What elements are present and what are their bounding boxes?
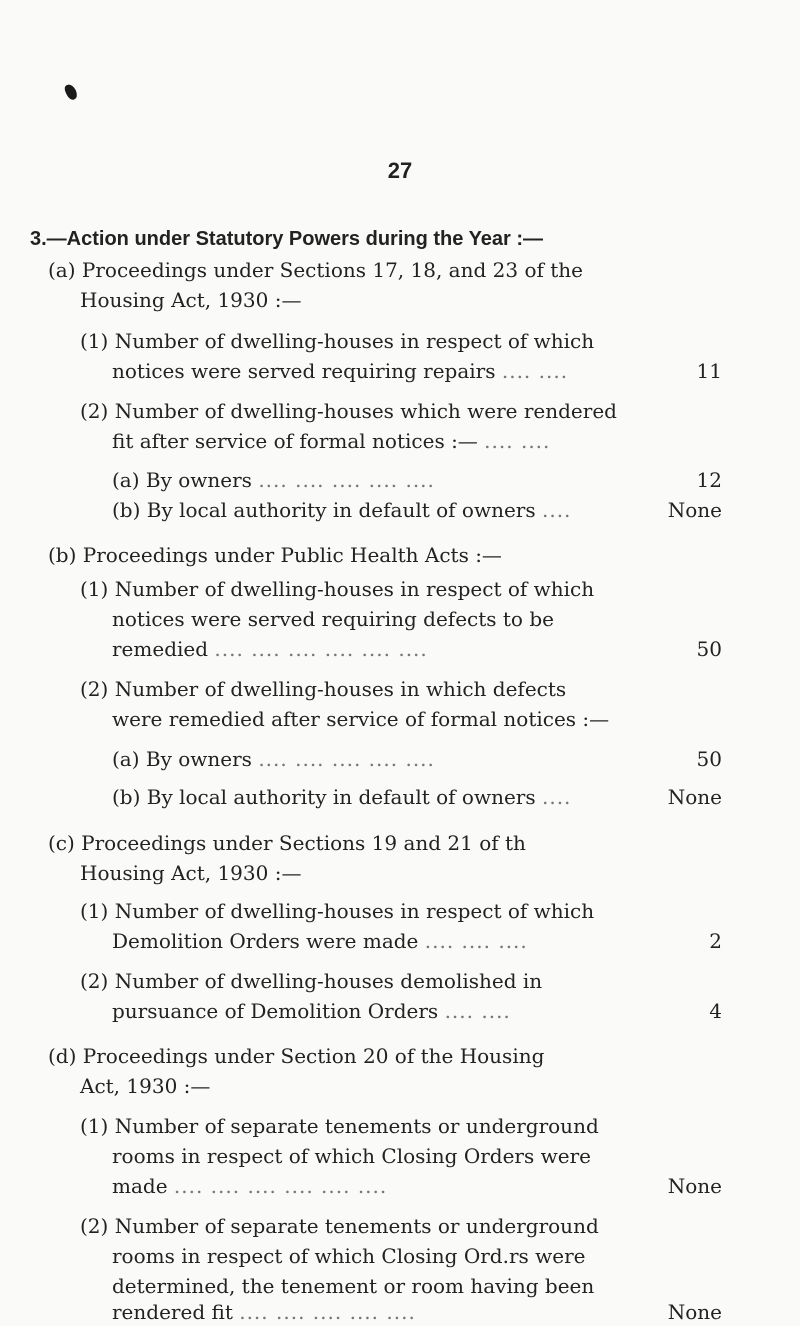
b-sub-b-value: None — [667, 785, 722, 809]
leader-dots: .... .... .... .... .... — [258, 468, 435, 492]
b-sub-a-value: 50 — [696, 747, 722, 771]
a-item-2-line-1: (2) Number of dwelling-houses which were rendered — [80, 399, 617, 423]
d-item-2-value: None — [667, 1300, 722, 1324]
d-item-1-line-3: made .... .... .... .... .... .... — [112, 1174, 388, 1198]
leader-dots: .... .... — [484, 429, 551, 453]
c-item-2-value: 4 — [709, 999, 722, 1023]
a-item-2-line-2: fit after service of formal notices :— .... .... — [112, 429, 551, 453]
leader-dots: .... .... — [501, 359, 569, 383]
d-item-1-value: None — [667, 1174, 722, 1198]
leader-dots: .... — [541, 785, 572, 809]
page-number: 27 — [387, 158, 413, 183]
b-sub-a-label: (a) By owners .... .... .... .... .... — [112, 747, 435, 771]
b-item-1-line-1: (1) Number of dwelling-houses in respect of which — [80, 577, 595, 601]
d-item-2-line-2: rooms in respect of which Closing Ord.rs were — [112, 1244, 586, 1268]
subsection-d-title: (d) Proceedings under Section 20 of the Housing — [48, 1044, 545, 1068]
subsection-a-title: (a) Proceedings under Sections 17, 18, and 23 of the — [48, 258, 584, 282]
b-item-2-line-2: were remedied after service of formal notices :— — [112, 707, 610, 731]
ink-blot-mark — [63, 83, 79, 102]
leader-dots: .... .... .... .... .... — [258, 747, 435, 771]
leader-dots: .... — [541, 498, 572, 522]
a-sub-b-label: (b) By local authority in default of owners .... — [112, 498, 572, 522]
d-item-2-line-1: (2) Number of separate tenements or underground — [80, 1214, 599, 1238]
c-item-2-line-2: pursuance of Demolition Orders .... .... — [112, 999, 511, 1023]
c-item-1-line-2: Demolition Orders were made .... .... .... — [112, 929, 528, 953]
a-item-1-line-1: (1) Number of dwelling-houses in respect of which — [80, 329, 595, 353]
leader-dots: .... .... — [444, 999, 511, 1023]
c-item-1-value: 2 — [709, 929, 722, 953]
subsection-c-title: (c) Proceedings under Sections 19 and 21 of th — [48, 831, 526, 855]
subsection-d-title-cont: Act, 1930 :— — [80, 1074, 211, 1098]
d-item-2-line-3: determined, the tenement or room having been — [112, 1274, 595, 1298]
subsection-c-title-cont: Housing Act, 1930 :— — [80, 861, 302, 885]
a-sub-a-label: (a) By owners .... .... .... .... .... — [112, 468, 435, 492]
section-heading: 3.—Action under Statutory Powers during the Year :— — [30, 228, 544, 250]
leader-dots: .... .... .... .... .... — [239, 1300, 416, 1324]
b-item-1-value: 50 — [696, 637, 722, 661]
a-item-1-value: 11 — [696, 359, 722, 383]
b-item-2-line-1: (2) Number of dwelling-houses in which defects — [80, 677, 567, 701]
c-item-2-line-1: (2) Number of dwelling-houses demolished in — [80, 969, 543, 993]
b-item-1-line-3: remedied .... .... .... .... .... .... — [112, 637, 428, 661]
a-sub-a-value: 12 — [696, 468, 722, 492]
leader-dots: .... .... .... .... .... .... — [173, 1174, 388, 1198]
b-sub-b-label: (b) By local authority in default of owners .... — [112, 785, 572, 809]
a-sub-b-value: None — [667, 498, 722, 522]
a-item-1-line-2: notices were served requiring repairs .... .... — [112, 359, 569, 383]
c-item-1-line-1: (1) Number of dwelling-houses in respect of which — [80, 899, 595, 923]
subsection-b-title: (b) Proceedings under Public Health Acts :— — [48, 543, 502, 567]
leader-dots: .... .... .... — [424, 929, 528, 953]
subsection-a-title-cont: Housing Act, 1930 :— — [80, 288, 302, 312]
leader-dots: .... .... .... .... .... .... — [214, 637, 428, 661]
b-item-1-line-2: notices were served requiring defects to be — [112, 607, 554, 631]
d-item-1-line-2: rooms in respect of which Closing Orders were — [112, 1144, 591, 1168]
d-item-2-line-4: rendered fit .... .... .... .... .... — [112, 1300, 416, 1324]
d-item-1-line-1: (1) Number of separate tenements or underground — [80, 1114, 599, 1138]
